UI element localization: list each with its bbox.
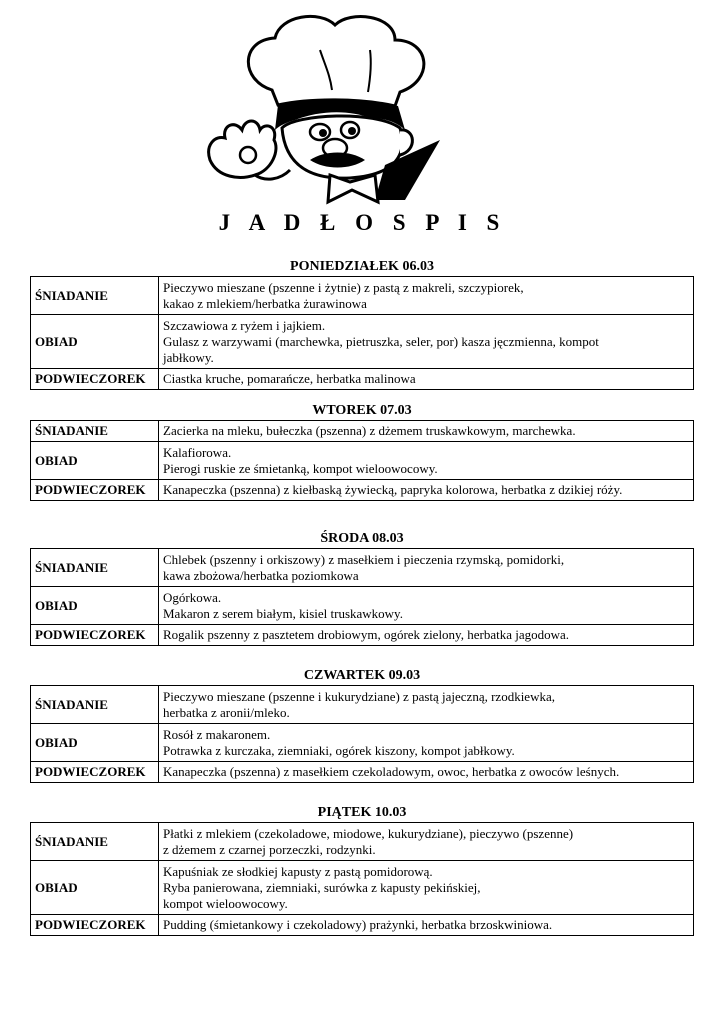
meal-line: Ciastka kruche, pomarańcze, herbatka malinowa <box>163 371 416 386</box>
meal-label: ŚNIADANIE <box>31 549 159 587</box>
meal-label: ŚNIADANIE <box>31 277 159 315</box>
day-section <box>30 667 694 783</box>
meal-table <box>30 685 694 783</box>
meal-row <box>31 369 694 390</box>
meal-label: ŚNIADANIE <box>31 686 159 724</box>
meal-label: OBIAD <box>31 587 159 625</box>
meal-description <box>159 861 694 915</box>
meal-description <box>159 442 694 480</box>
meal-row <box>31 762 694 783</box>
meal-row <box>31 823 694 861</box>
meal-label: OBIAD <box>31 442 159 480</box>
meal-row <box>31 587 694 625</box>
meal-description <box>159 315 694 369</box>
day-section <box>30 402 694 501</box>
meal-line: Ogórkowa. <box>163 589 222 605</box>
meal-label: PODWIECZOREK <box>31 915 159 936</box>
day-section <box>30 804 694 936</box>
meal-description <box>159 762 694 783</box>
meal-row <box>31 277 694 315</box>
meal-line: Kalafiorowa. <box>163 444 232 460</box>
meal-description <box>159 549 694 587</box>
meal-row <box>31 915 694 936</box>
meal-line: Szczawiowa z ryżem i jajkiem. <box>163 317 326 333</box>
page-title: J A D Ł O S P I S <box>218 210 507 235</box>
day-heading: CZWARTEK 09.03 <box>303 668 421 683</box>
meal-line: Kapuśniak ze słodkiej kapusty z pastą pomidorową. <box>163 863 433 879</box>
meal-label: OBIAD <box>31 861 159 915</box>
meal-line: Zacierka na mleku, bułeczka (pszenna) z dżemem truskawkowym, marchewka. <box>163 423 576 438</box>
meal-row <box>31 861 694 915</box>
meal-description <box>159 915 694 936</box>
meal-row <box>31 625 694 646</box>
meal-label: PODWIECZOREK <box>31 762 159 783</box>
meal-label: PODWIECZOREK <box>31 625 159 646</box>
chef-illustration <box>200 10 460 205</box>
meal-line: Makaron z serem białym, kisiel truskawkowy. <box>163 605 403 621</box>
meal-label: OBIAD <box>31 315 159 369</box>
meal-line: kawa zbożowa/herbatka poziomkowa <box>163 567 359 583</box>
meal-line: Pudding (śmietankowy i czekoladowy) prażynki, herbatka brzoskwiniowa. <box>163 917 553 932</box>
meal-line: kompot wieloowocowy. <box>163 895 288 911</box>
day-heading: WTOREK 07.03 <box>312 403 412 418</box>
meal-description <box>159 277 694 315</box>
meal-line: Kanapeczka (pszenna) z masełkiem czekoladowym, owoc, herbatka z owoców leśnych. <box>163 764 620 779</box>
meal-line: z dżemem z czarnej porzeczki, rodzynki. <box>163 841 376 857</box>
meal-row <box>31 686 694 724</box>
day-section <box>30 530 694 646</box>
day-heading: ŚRODA 08.03 <box>320 531 404 546</box>
meal-table <box>30 420 694 501</box>
meal-table <box>30 822 694 936</box>
meal-line: Gulasz z warzywami (marchewka, pietruszka, seler, por) kasza jęczmienna, kompot <box>163 333 599 349</box>
meal-row <box>31 480 694 501</box>
day-heading: PIĄTEK 10.03 <box>317 805 407 820</box>
meal-description <box>159 421 694 442</box>
meal-line: Kanapeczka (pszenna) z kiełbaską żywiecką, papryka kolorowa, herbatka z dzikiej róży. <box>163 482 623 497</box>
meal-line: Rosół z makaronem. <box>163 726 271 742</box>
meal-label: OBIAD <box>31 724 159 762</box>
meal-line: jabłkowy. <box>163 349 214 365</box>
meal-row <box>31 421 694 442</box>
meal-description <box>159 587 694 625</box>
day-section <box>30 258 694 390</box>
meal-label: PODWIECZOREK <box>31 480 159 501</box>
meal-line: Potrawka z kurczaka, ziemniaki, ogórek kiszony, kompot jabłkowy. <box>163 742 515 758</box>
meal-description <box>159 686 694 724</box>
meal-label: ŚNIADANIE <box>31 823 159 861</box>
meal-line: Chlebek (pszenny i orkiszowy) z masełkiem i pieczenia rzymską, pomidorki, <box>163 551 565 567</box>
meal-line: Płatki z mlekiem (czekoladowe, miodowe, kukurydziane), pieczywo (pszenne) <box>163 825 574 841</box>
meal-line: Pierogi ruskie ze śmietanką, kompot wieloowocowy. <box>163 460 438 476</box>
meal-line: Ryba panierowana, ziemniaki, surówka z kapusty pekińskiej, <box>163 879 481 895</box>
meal-description <box>159 369 694 390</box>
meal-line: kakao z mlekiem/herbatka żurawinowa <box>163 295 367 311</box>
meal-table <box>30 276 694 390</box>
meal-label: ŚNIADANIE <box>31 421 159 442</box>
meal-row <box>31 442 694 480</box>
meal-description <box>159 724 694 762</box>
meal-row <box>31 724 694 762</box>
meal-line: Pieczywo mieszane (pszenne i żytnie) z pastą z makreli, szczypiorek, <box>163 279 524 295</box>
meal-description <box>159 823 694 861</box>
meal-line: Pieczywo mieszane (pszenne i kukurydziane) z pastą jajeczną, rzodkiewka, <box>163 688 555 704</box>
meal-line: herbatka z aronii/mleko. <box>163 704 290 720</box>
day-heading: PONIEDZIAŁEK 06.03 <box>290 259 434 274</box>
meal-line: Rogalik pszenny z pasztetem drobiowym, ogórek zielony, herbatka jagodowa. <box>163 627 570 642</box>
meal-description <box>159 625 694 646</box>
meal-table <box>30 548 694 646</box>
meal-row <box>31 315 694 369</box>
meal-description <box>159 480 694 501</box>
meal-label: PODWIECZOREK <box>31 369 159 390</box>
meal-row <box>31 549 694 587</box>
